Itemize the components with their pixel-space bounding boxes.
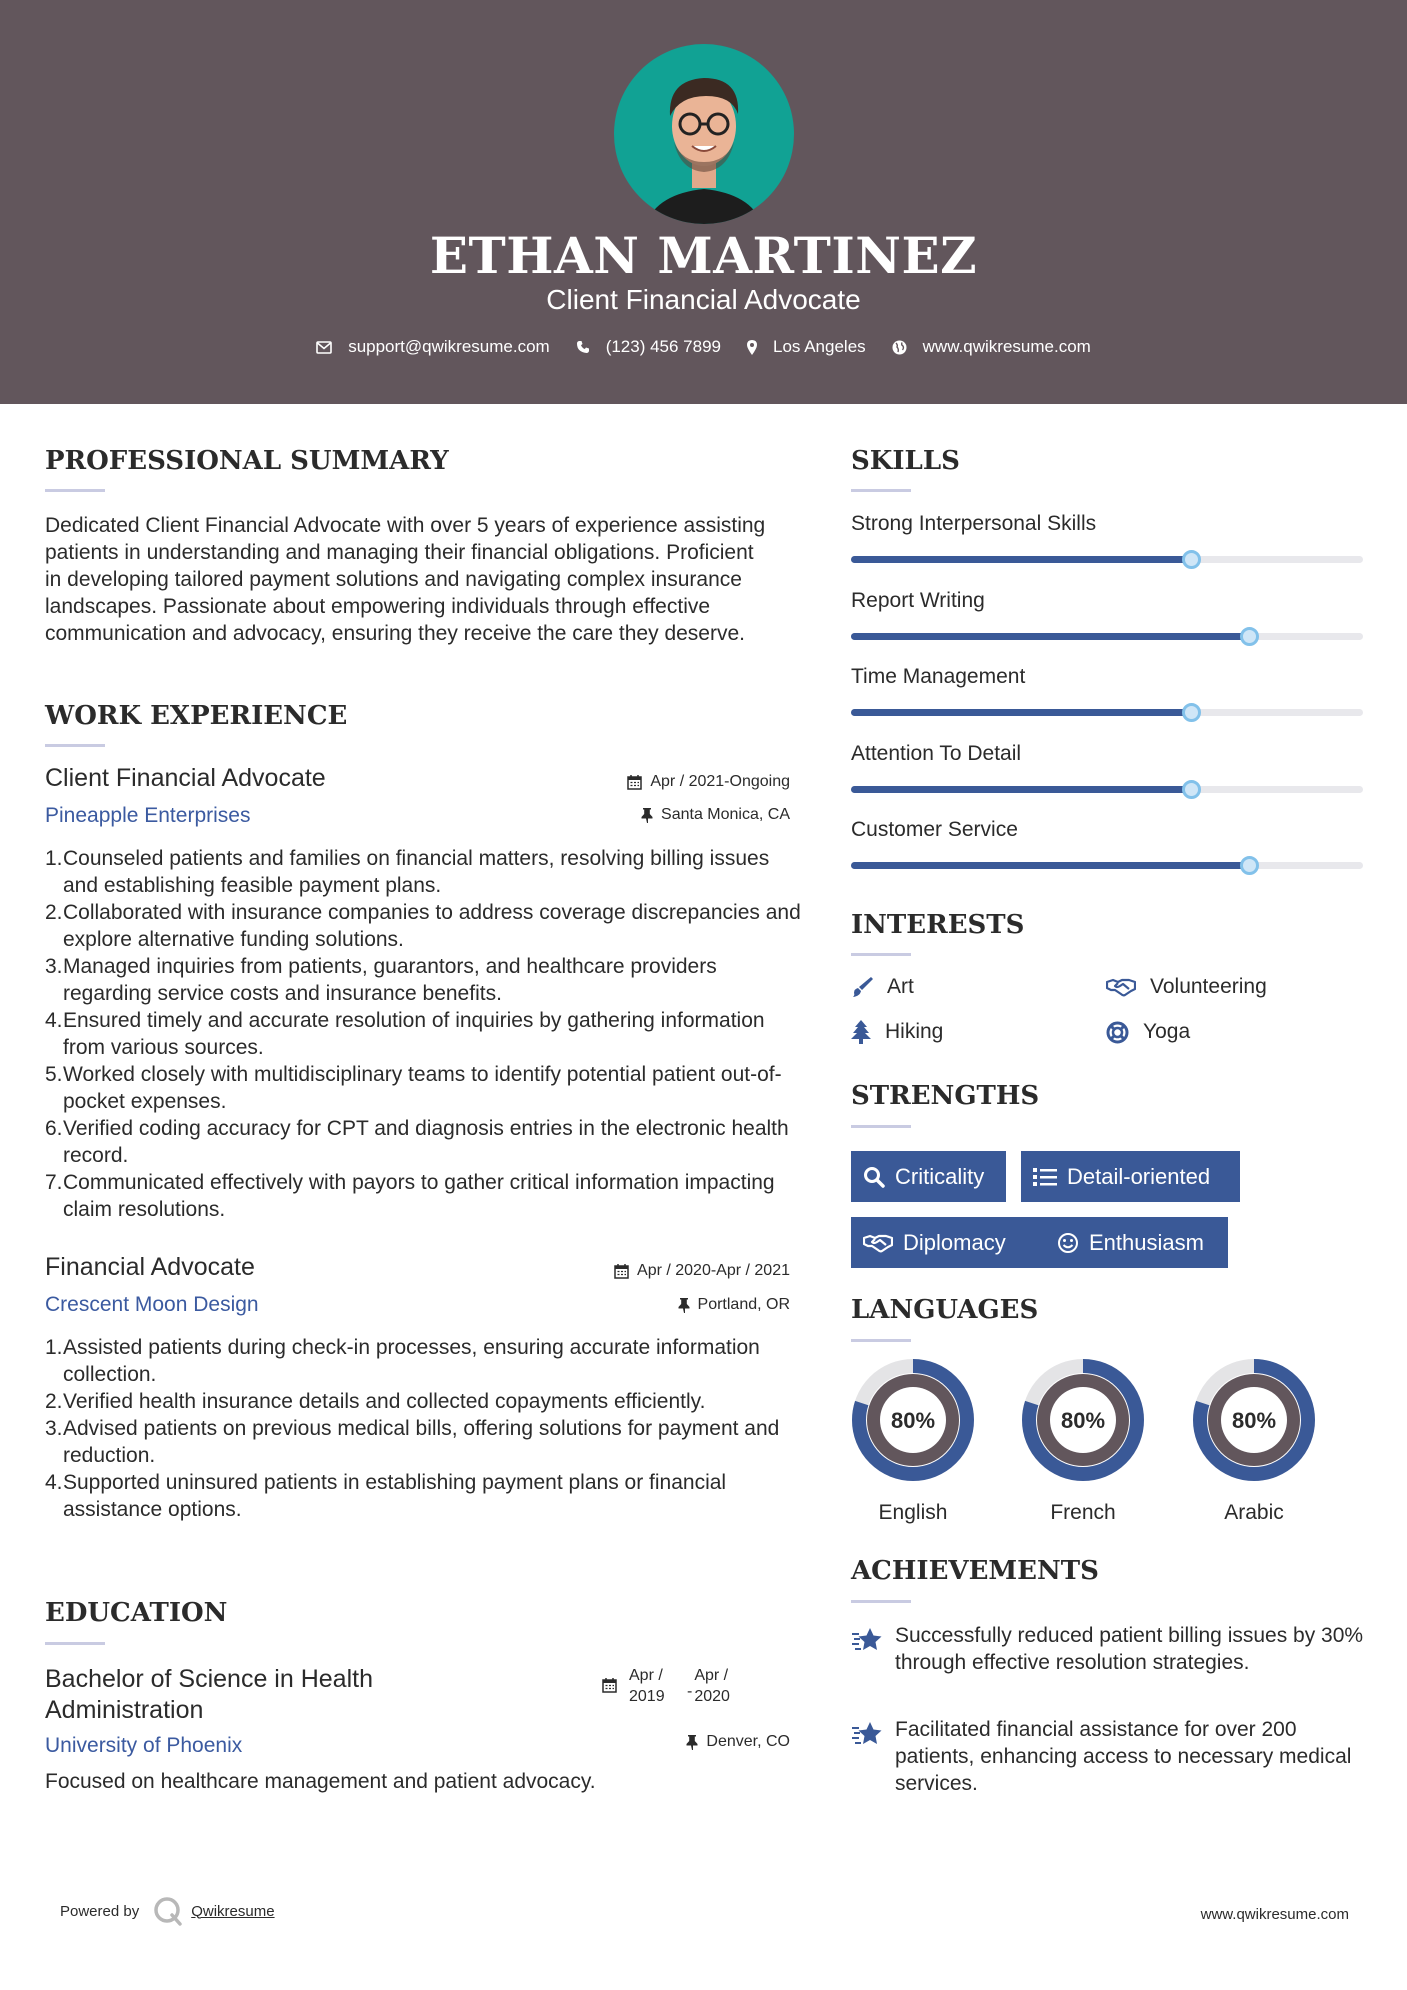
- contact-bar: [0, 337, 1407, 357]
- strength-detail-oriented: Detail-oriented: [1021, 1151, 1240, 1202]
- education-dates: Apr / 2019 - Apr / 2020: [602, 1665, 730, 1707]
- achievement-item-2: Facilitated financial assistance for over 200 patients, enhancing access to necessary medical services.: [851, 1716, 1371, 1797]
- language-item: [1192, 1358, 1316, 1525]
- education-school[interactable]: University of Phoenix: [45, 1734, 243, 1757]
- language-name: English: [878, 1501, 948, 1524]
- smile-icon: [1057, 1232, 1079, 1254]
- skill-level-track: [851, 633, 1363, 640]
- interest-art: Art: [851, 975, 914, 999]
- contact-phone[interactable]: [576, 337, 721, 357]
- skill-level-knob: [1240, 856, 1259, 875]
- language-item: [1021, 1358, 1145, 1525]
- language-percent: 80%: [1060, 1408, 1106, 1433]
- language-level-ring: [1192, 1358, 1316, 1482]
- pushpin-icon: [686, 1735, 698, 1750]
- interest-yoga: Yoga: [1106, 1020, 1190, 1044]
- summary-text: Dedicated Client Financial Advocate with over 5 years of experience assisting patients in understanding and managing their financial obligations. Proficient in developing tailored payment solutions and navigating complex insurance landscapes. Passionate about empowering individuals through effective communication and advocacy, ensuring they receive the care they deserve.: [45, 514, 766, 645]
- job-2-company[interactable]: Crescent Moon Design: [45, 1293, 259, 1316]
- skill-level-fill: [851, 633, 1249, 640]
- achievements-heading-underline: [851, 1600, 911, 1603]
- job-2-location-text: Portland, OR: [697, 1296, 790, 1313]
- avatar: [614, 44, 794, 224]
- contact-location: [747, 337, 866, 357]
- skill-name: Customer Service: [851, 818, 1018, 841]
- interests-heading-underline: [851, 953, 911, 956]
- experience-heading: WORK EXPERIENCE: [45, 701, 348, 731]
- languages-heading: LANGUAGES: [851, 1295, 1039, 1325]
- strength-enthusiasm: Enthusiasm: [1045, 1217, 1228, 1268]
- job-1-location-text: Santa Monica, CA: [661, 806, 790, 823]
- skill-level-track: [851, 709, 1363, 716]
- skill-name: Time Management: [851, 665, 1026, 688]
- search-icon: [863, 1166, 885, 1188]
- skill-name: Attention To Detail: [851, 741, 1022, 765]
- education-heading: EDUCATION: [45, 1598, 228, 1628]
- pushpin-icon: [678, 1298, 690, 1313]
- education-location-text: Denver, CO: [706, 1733, 790, 1750]
- skill-level-fill: [851, 862, 1249, 869]
- email-text: support@qwikresume.com: [348, 337, 550, 356]
- job-1-responsibilities: [45, 845, 805, 1223]
- calendar-icon: [627, 774, 642, 790]
- star-award-icon: [851, 1626, 883, 1654]
- job-2-responsibilities: [45, 1334, 805, 1523]
- globe-icon: [892, 340, 907, 355]
- powered-by-label: Powered by: [60, 1902, 140, 1920]
- skill-level-fill: [851, 786, 1191, 793]
- job-1-dates-text: Apr / 2021-Ongoing: [650, 773, 790, 790]
- list-icon: [1033, 1167, 1057, 1187]
- skill-level-track: [851, 862, 1363, 869]
- list-item: 2. Verified health insurance details and collected copayments efficiently.: [45, 1390, 706, 1413]
- list-item: 3. Advised patients on previous medical bills, offering solutions for payment and reduction.: [45, 1417, 780, 1467]
- language-level-ring: [851, 1358, 975, 1482]
- footer-website[interactable]: www.qwikresume.com: [1200, 1906, 1349, 1923]
- education-degree: Bachelor of Science in Health Administration: [45, 1665, 373, 1724]
- qwikresume-link[interactable]: Qwikresume: [191, 1902, 275, 1920]
- skill-name: Report Writing: [851, 588, 985, 612]
- education-heading-underline: [45, 1642, 105, 1645]
- job-2-role: Financial Advocate: [45, 1253, 255, 1281]
- tree-icon: [851, 1020, 871, 1044]
- list-item: 6. Verified coding accuracy for CPT and diagnosis entries in the electronic health record.: [45, 1117, 789, 1167]
- contact-website[interactable]: [892, 337, 1091, 357]
- achievement-item-1: Successfully reduced patient billing issues by 30% through effective resolution strategies.: [851, 1622, 1371, 1676]
- skill-level-fill: [851, 709, 1191, 716]
- language-level-ring: [1021, 1358, 1145, 1482]
- list-item: 7. Communicated effectively with payors to gather critical information impacting claim resolutions.: [45, 1171, 775, 1221]
- phone-text: (123) 456 7899: [605, 337, 722, 356]
- list-item: 1. Counseled patients and families on financial matters, resolving billing issues and establishing feasible payment plans.: [45, 847, 770, 897]
- candidate-name: ETHAN MARTINEZ: [429, 226, 978, 285]
- strengths-heading-underline: [851, 1125, 911, 1128]
- list-item: 3. Managed inquiries from patients, guarantors, and healthcare providers regarding service costs and insurance benefits.: [45, 955, 717, 1005]
- strength-criticality: Criticality: [851, 1151, 1006, 1202]
- skill-level-track: [851, 786, 1363, 793]
- achievements-heading: ACHIEVEMENTS: [851, 1556, 1099, 1586]
- skill-level-knob: [1240, 627, 1259, 646]
- handshake-icon: [863, 1233, 893, 1253]
- language-percent: 80%: [1231, 1408, 1277, 1433]
- job-1-role: Client Financial Advocate: [45, 764, 326, 792]
- footer-powered-by: [60, 1896, 275, 1926]
- lifebuoy-icon: [1106, 1021, 1129, 1044]
- strengths-heading: STRENGTHS: [851, 1081, 1040, 1111]
- interests-heading: INTERESTS: [851, 910, 1025, 940]
- phone-icon: [576, 340, 590, 354]
- strength-diplomacy: Diplomacy: [851, 1217, 1045, 1268]
- map-pin-icon: [747, 340, 757, 355]
- skills-heading: SKILLS: [851, 446, 960, 476]
- list-item: 1. Assisted patients during check-in processes, ensuring accurate information collection.: [45, 1336, 760, 1386]
- candidate-title: Client Financial Advocate: [546, 284, 861, 315]
- job-2-dates: [614, 1262, 790, 1280]
- interest-volunteering: Volunteering: [1106, 975, 1267, 999]
- job-1-company[interactable]: Pineapple Enterprises: [45, 804, 251, 827]
- experience-heading-underline: [45, 744, 105, 747]
- job-1-dates: [627, 773, 790, 791]
- list-item: 4. Ensured timely and accurate resolution of inquiries by gathering information from various sources.: [45, 1009, 765, 1059]
- skill-level-knob: [1182, 780, 1201, 799]
- job-1-location: [641, 806, 790, 824]
- pushpin-icon: [641, 808, 653, 823]
- location-text: Los Angeles: [773, 337, 866, 356]
- skill-name: Strong Interpersonal Skills: [851, 512, 1097, 535]
- list-item: 5. Worked closely with multidisciplinary teams to identify potential patient out-of-pocket expenses.: [45, 1063, 782, 1113]
- interest-hiking: Hiking: [851, 1020, 943, 1044]
- contact-email[interactable]: [316, 337, 550, 357]
- website-text: www.qwikresume.com: [922, 337, 1091, 356]
- language-item: [851, 1358, 975, 1525]
- job-2-dates-text: Apr / 2020-Apr / 2021: [637, 1262, 790, 1279]
- skill-level-knob: [1182, 703, 1201, 722]
- summary-heading: PROFESSIONAL SUMMARY: [45, 446, 449, 476]
- skills-heading-underline: [851, 489, 911, 492]
- envelope-icon: [316, 341, 332, 354]
- education-location: [686, 1733, 790, 1751]
- qwikresume-logo-icon: [153, 1896, 183, 1926]
- star-award-icon: [851, 1720, 883, 1748]
- handshake-icon: [1106, 977, 1136, 997]
- skill-level-track: [851, 556, 1363, 563]
- list-item: 2. Collaborated with insurance companies to address coverage discrepancies and explore alternative funding solutions.: [45, 901, 801, 951]
- language-percent: 80%: [890, 1408, 936, 1433]
- education-description: Focused on healthcare management and patient advocacy.: [45, 1770, 596, 1793]
- job-2-location: [678, 1296, 790, 1314]
- skill-level-knob: [1182, 550, 1201, 569]
- paintbrush-icon: [851, 976, 873, 998]
- header-banner: [0, 0, 1407, 404]
- languages-heading-underline: [851, 1339, 911, 1342]
- calendar-icon: [614, 1263, 629, 1279]
- skill-level-fill: [851, 556, 1191, 563]
- language-name: Arabic: [1224, 1501, 1284, 1524]
- calendar-icon: [602, 1677, 617, 1693]
- list-item: 4. Supported uninsured patients in establishing payment plans or financial assistance options.: [45, 1471, 727, 1521]
- language-name: French: [1050, 1501, 1116, 1524]
- summary-heading-underline: [45, 489, 105, 492]
